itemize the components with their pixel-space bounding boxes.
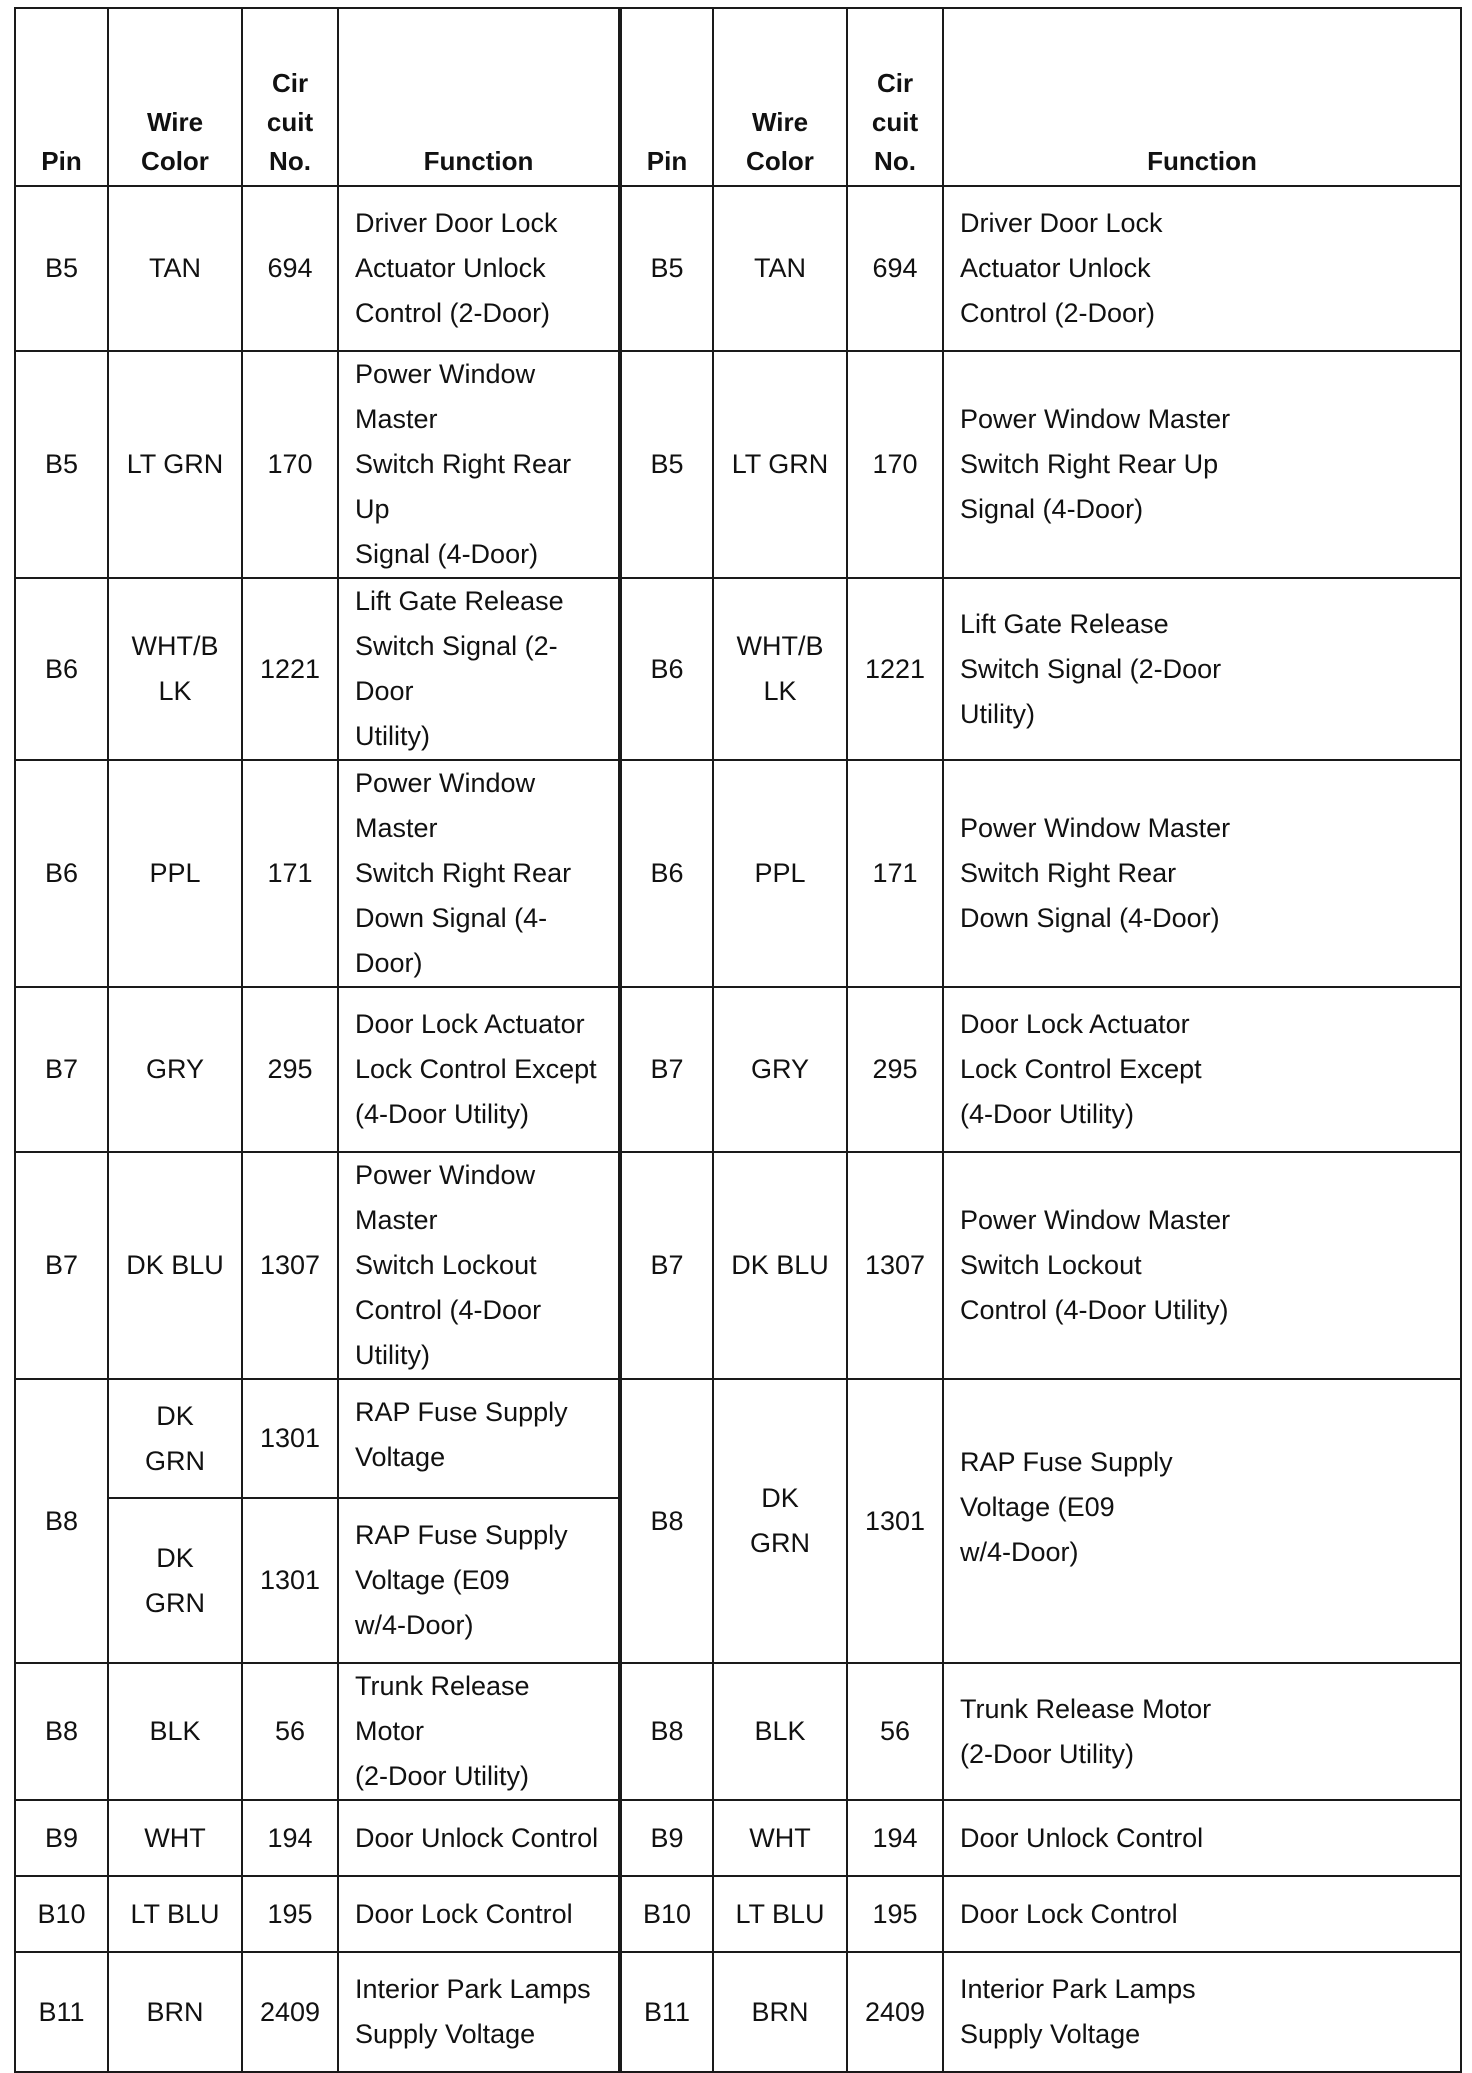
wire-color-cell: LT BLU bbox=[108, 1876, 242, 1952]
pin-cell: B8 bbox=[620, 1379, 713, 1663]
circuit-cell: 295 bbox=[242, 987, 338, 1152]
wire-color-cell: DK GRN bbox=[108, 1498, 242, 1663]
pin-cell: B10 bbox=[15, 1876, 108, 1952]
pin-cell: B8 bbox=[15, 1379, 108, 1663]
pin-cell: B9 bbox=[15, 1800, 108, 1876]
function-cell: Power Window Master Switch Right Rear Down Signal (4-Door) bbox=[943, 760, 1461, 987]
table-row bbox=[15, 1952, 1461, 2072]
circuit-cell: 1221 bbox=[847, 578, 943, 760]
circuit-cell: 56 bbox=[847, 1663, 943, 1800]
header-function: Function bbox=[338, 8, 620, 186]
wire-color-cell: PPL bbox=[108, 760, 242, 987]
pin-cell: B11 bbox=[620, 1952, 713, 2072]
circuit-cell: 170 bbox=[242, 351, 338, 578]
table-row bbox=[15, 1152, 1461, 1379]
wire-color-cell: WHT bbox=[108, 1800, 242, 1876]
function-cell: RAP Fuse Supply Voltage bbox=[338, 1379, 620, 1498]
wire-color-cell: DK BLU bbox=[108, 1152, 242, 1379]
function-cell: Door Unlock Control bbox=[338, 1800, 620, 1876]
pin-cell: B6 bbox=[15, 760, 108, 987]
pin-cell: B7 bbox=[620, 987, 713, 1152]
header-circuit-no: Cir cuit No. bbox=[242, 8, 338, 186]
wire-color-cell: BLK bbox=[108, 1663, 242, 1800]
wire-color-cell: WHT bbox=[713, 1800, 847, 1876]
pin-cell: B7 bbox=[15, 1152, 108, 1379]
header-pin: Pin bbox=[15, 8, 108, 186]
header-wire-color: Wire Color bbox=[713, 8, 847, 186]
pin-cell: B11 bbox=[15, 1952, 108, 2072]
circuit-cell: 2409 bbox=[847, 1952, 943, 2072]
circuit-cell: 194 bbox=[847, 1800, 943, 1876]
function-cell: Power Window Master Switch Lockout Control (4-Door Utility) bbox=[338, 1152, 620, 1379]
circuit-cell: 194 bbox=[242, 1800, 338, 1876]
wiring-pinout-table bbox=[14, 7, 1462, 2073]
function-cell: Lift Gate Release Switch Signal (2-Door Utility) bbox=[943, 578, 1461, 760]
pin-cell: B6 bbox=[620, 578, 713, 760]
wire-color-cell: LT GRN bbox=[108, 351, 242, 578]
wire-color-cell: GRY bbox=[713, 987, 847, 1152]
pin-cell: B5 bbox=[15, 186, 108, 351]
circuit-cell: 195 bbox=[847, 1876, 943, 1952]
pin-cell: B8 bbox=[15, 1663, 108, 1800]
circuit-cell: 1301 bbox=[847, 1379, 943, 1663]
function-cell: Trunk Release Motor (2-Door Utility) bbox=[338, 1663, 620, 1800]
function-cell: Trunk Release Motor (2-Door Utility) bbox=[943, 1663, 1461, 1800]
pin-cell: B6 bbox=[620, 760, 713, 987]
function-cell: Power Window Master Switch Right Rear Up Signal (4-Door) bbox=[943, 351, 1461, 578]
pin-cell: B9 bbox=[620, 1800, 713, 1876]
function-cell: RAP Fuse Supply Voltage (E09 w/4-Door) bbox=[338, 1498, 620, 1663]
function-cell: Lift Gate Release Switch Signal (2-Door Utility) bbox=[338, 578, 620, 760]
wire-color-cell: DK GRN bbox=[108, 1379, 242, 1498]
function-cell: Power Window Master Switch Lockout Control (4-Door Utility) bbox=[943, 1152, 1461, 1379]
function-cell: RAP Fuse Supply Voltage (E09 w/4-Door) bbox=[943, 1379, 1461, 1663]
function-cell: Door Unlock Control bbox=[943, 1800, 1461, 1876]
function-cell: Power Window Master Switch Right Rear Up Signal (4-Door) bbox=[338, 351, 620, 578]
pin-cell: B10 bbox=[620, 1876, 713, 1952]
wire-color-cell: DK GRN bbox=[713, 1379, 847, 1663]
header-row bbox=[15, 8, 1461, 186]
function-cell: Door Lock Control bbox=[943, 1876, 1461, 1952]
function-cell: Driver Door Lock Actuator Unlock Control (2-Door) bbox=[338, 186, 620, 351]
circuit-cell: 1301 bbox=[242, 1379, 338, 1498]
pin-cell: B8 bbox=[620, 1663, 713, 1800]
function-cell: Power Window Master Switch Right Rear Down Signal (4-Door) bbox=[338, 760, 620, 987]
table-row bbox=[15, 186, 1461, 351]
wire-color-cell: BRN bbox=[108, 1952, 242, 2072]
circuit-cell: 1307 bbox=[847, 1152, 943, 1379]
wire-color-cell: BRN bbox=[713, 1952, 847, 2072]
function-cell: Door Lock Actuator Lock Control Except (4-Door Utility) bbox=[338, 987, 620, 1152]
pin-cell: B6 bbox=[15, 578, 108, 760]
function-cell: Interior Park Lamps Supply Voltage bbox=[943, 1952, 1461, 2072]
function-cell: Interior Park Lamps Supply Voltage bbox=[338, 1952, 620, 2072]
wire-color-cell: LT GRN bbox=[713, 351, 847, 578]
circuit-cell: 2409 bbox=[242, 1952, 338, 2072]
wire-color-cell: WHT/B LK bbox=[108, 578, 242, 760]
table-row bbox=[15, 578, 1461, 760]
circuit-cell: 56 bbox=[242, 1663, 338, 1800]
circuit-cell: 170 bbox=[847, 351, 943, 578]
function-cell: Door Lock Control bbox=[338, 1876, 620, 1952]
table-row bbox=[15, 987, 1461, 1152]
circuit-cell: 1307 bbox=[242, 1152, 338, 1379]
circuit-cell: 694 bbox=[847, 186, 943, 351]
pin-cell: B7 bbox=[620, 1152, 713, 1379]
circuit-cell: 195 bbox=[242, 1876, 338, 1952]
header-wire-color: Wire Color bbox=[108, 8, 242, 186]
table-row bbox=[15, 760, 1461, 987]
pin-cell: B5 bbox=[15, 351, 108, 578]
table-row bbox=[15, 1379, 1461, 1498]
circuit-cell: 1301 bbox=[242, 1498, 338, 1663]
wire-color-cell: GRY bbox=[108, 987, 242, 1152]
wire-color-cell: LT BLU bbox=[713, 1876, 847, 1952]
header-function: Function bbox=[943, 8, 1461, 186]
function-cell: Door Lock Actuator Lock Control Except (4-Door Utility) bbox=[943, 987, 1461, 1152]
header-circuit-no: Cir cuit No. bbox=[847, 8, 943, 186]
circuit-cell: 171 bbox=[847, 760, 943, 987]
pin-cell: B5 bbox=[620, 351, 713, 578]
header-pin: Pin bbox=[620, 8, 713, 186]
pin-cell: B5 bbox=[620, 186, 713, 351]
pin-cell: B7 bbox=[15, 987, 108, 1152]
wire-color-cell: DK BLU bbox=[713, 1152, 847, 1379]
table-row bbox=[15, 1800, 1461, 1876]
table-row bbox=[15, 1876, 1461, 1952]
function-cell: Driver Door Lock Actuator Unlock Control (2-Door) bbox=[943, 186, 1461, 351]
table-row bbox=[15, 351, 1461, 578]
wire-color-cell: PPL bbox=[713, 760, 847, 987]
circuit-cell: 171 bbox=[242, 760, 338, 987]
circuit-cell: 295 bbox=[847, 987, 943, 1152]
wire-color-cell: WHT/B LK bbox=[713, 578, 847, 760]
table-row bbox=[15, 1663, 1461, 1800]
wire-color-cell: TAN bbox=[713, 186, 847, 351]
wire-color-cell: BLK bbox=[713, 1663, 847, 1800]
wire-color-cell: TAN bbox=[108, 186, 242, 351]
circuit-cell: 694 bbox=[242, 186, 338, 351]
circuit-cell: 1221 bbox=[242, 578, 338, 760]
